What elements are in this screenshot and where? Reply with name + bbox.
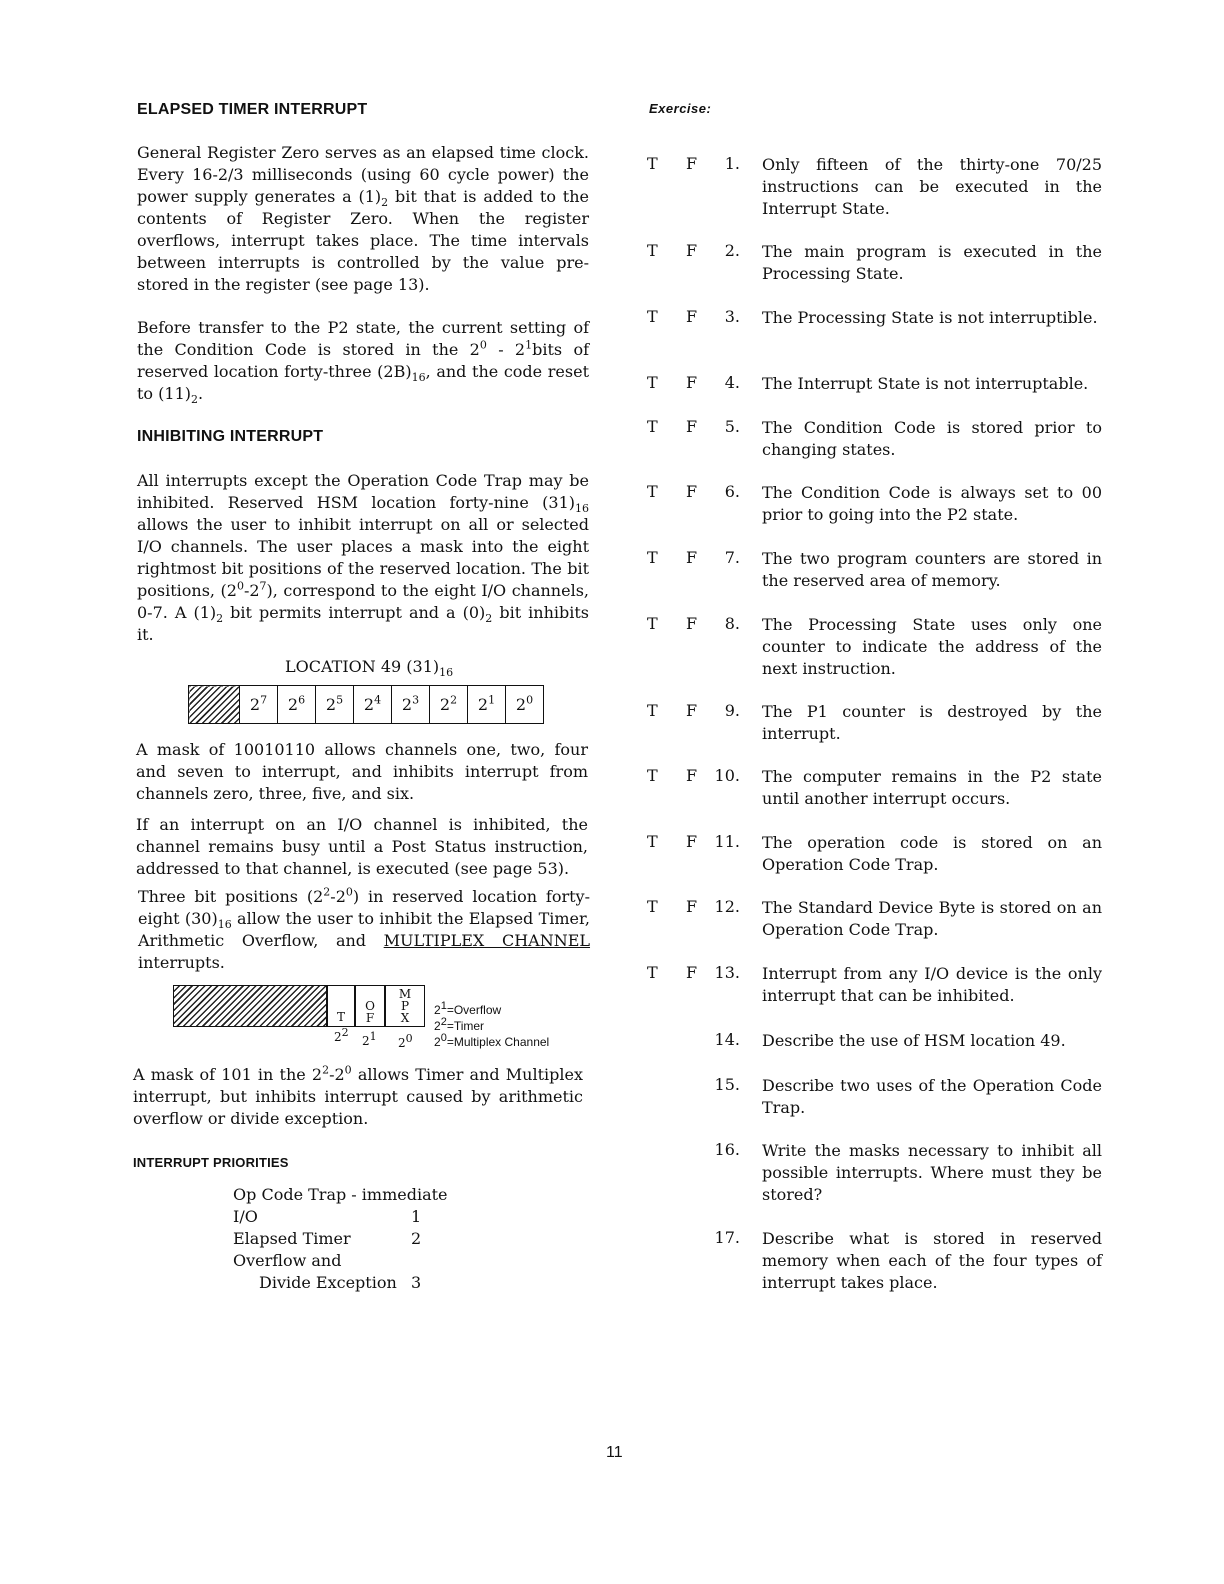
false-option[interactable]: F [686, 614, 698, 633]
interrupt-priorities-heading: INTERRUPT PRIORITIES [133, 1155, 289, 1170]
priority-row: Overflow and [233, 1251, 342, 1270]
bit-cell: $2^2$ [430, 686, 468, 724]
mask-cell-multiplex: M P X [385, 985, 425, 1027]
bit-label: $2^2$ [334, 1026, 349, 1044]
true-option[interactable]: T [647, 307, 658, 326]
false-option[interactable]: F [686, 832, 698, 851]
priority-row: Elapsed Timer 2 [233, 1229, 422, 1248]
false-option[interactable]: F [686, 701, 698, 720]
true-option[interactable]: T [647, 482, 658, 501]
bit-cell: $2^6$ [278, 686, 316, 724]
question-text: Describe two uses of the Operation Code Trap. [762, 1076, 1102, 1117]
mask-cell-overflow: O F [355, 985, 385, 1027]
false-option[interactable]: F [686, 548, 698, 567]
true-option[interactable]: T [647, 154, 658, 173]
true-option[interactable]: T [647, 963, 658, 982]
question-number: 8. [724, 614, 740, 633]
question-number: 14. [714, 1030, 740, 1049]
question-text: Write the masks necessary to inhibit all possible interrupts. Where must they be stored? [762, 1141, 1102, 1204]
false-option[interactable]: F [686, 766, 698, 785]
question-text: Interrupt from any I/O device is the only interrupt that can be inhibited. [762, 964, 1102, 1005]
priority-row: Op Code Trap - immediate [233, 1185, 448, 1204]
question-number: 16. [714, 1140, 740, 1159]
bit-cell: $2^5$ [316, 686, 354, 724]
bit-cell: $2^7$ [240, 686, 278, 724]
false-option[interactable]: F [686, 154, 698, 173]
inhibit-paragraph-2: A mask of 10010110 allows channels one, two, four and seven to interrupt, and inhibits interrupt from channels zero, three, five, and six. [136, 740, 588, 803]
false-option[interactable]: F [686, 241, 698, 260]
true-option[interactable]: T [647, 548, 658, 567]
priority-table [233, 1184, 448, 1294]
false-option[interactable]: F [686, 417, 698, 436]
bit-label: $2^1$ [362, 1030, 377, 1048]
bit-cell: $2^4$ [354, 686, 392, 724]
bit-label: $2^0$ [398, 1032, 413, 1050]
elapsed-paragraph-2: Before transfer to the P2 state, the current setting of the Condition Code is stored in the $2^0$ - $2^1bits$ of reserved location forty-three $(2B)_{16}$, and the code reset to $(11)_2$. [137, 318, 590, 407]
elapsed-timer-heading: ELAPSED TIMER INTERRUPT [137, 101, 368, 118]
priority-row: Divide Exception 3 [259, 1273, 422, 1292]
question-number: 9. [724, 701, 740, 720]
mask-cell-timer: T [327, 985, 355, 1027]
bit-cell: $2^3$ [392, 686, 430, 724]
false-option[interactable]: F [686, 963, 698, 982]
question-number: 12. [714, 897, 740, 916]
legend-item: $2^0=Multiplex$ Channel [434, 1032, 550, 1049]
true-option[interactable]: T [647, 417, 658, 436]
inhibit-paragraph-1: All interrupts except the Operation Code Trap may be inhibited. Reserved HSM location forty-nine $(31)_{16}$ allows the user to inhibit interrupt on all or selected I/O channels. The user places a mask into the eight rightmost bit positions of the reserved location. The bit positions, $(2^0-2^7)$, correspond to the eight I/O channels, 0-7. A $(1)_2$ bit permits interrupt and a $(0)_2$ bit inhibits it. [137, 471, 589, 644]
true-option[interactable]: T [647, 832, 658, 851]
question-number: 10. [714, 766, 740, 785]
inhibit-paragraph-4: Three bit positions $(2^2-2^0)$ in reserved location forty-eight $(30)_{16}$ allow the user to inhibit the Elapsed Timer, Arithmetic Overflow, and MULTIPLEX CHANNEL interrupts. [138, 885, 591, 972]
question-text: The computer remains in the P2 state until another interrupt occurs. [762, 767, 1102, 808]
true-option[interactable]: T [647, 373, 658, 392]
question-text: The main program is executed in the Processing State. [762, 242, 1102, 283]
question-number: 11. [714, 832, 740, 851]
question-number: 5. [724, 417, 740, 436]
question-text: Only fifteen of the thirty-one 70/25 instructions can be executed in the Interrupt State. [762, 155, 1102, 218]
inhibit-paragraph-3: If an interrupt on an I/O channel is inhibited, the channel remains busy until a Post Status instruction, addressed to that channel, is executed (see page 53). [136, 815, 588, 878]
true-option[interactable]: T [647, 897, 658, 916]
question-number: 4. [724, 373, 740, 392]
question-text: Describe the use of HSM location 49. [762, 1031, 1066, 1050]
true-option[interactable]: T [647, 614, 658, 633]
location-49-register [188, 685, 544, 724]
question-text: The operation code is stored on an Operation Code Trap. [762, 833, 1102, 874]
priority-row: I/O 1 [233, 1207, 422, 1226]
page-number: 11 [606, 1444, 623, 1461]
question-text: The Condition Code is stored prior to changing states. [762, 418, 1102, 459]
location-48-hatched-bits [173, 985, 327, 1027]
question-text: The Processing State uses only one counter to indicate the address of the next instruction. [762, 615, 1102, 678]
false-option[interactable]: F [686, 897, 698, 916]
inhibit-paragraph-5: A mask of 101 in the $2^2-2^0$ allows Timer and Multiplex interrupt, but inhibits interrupt caused by arithmetic overflow or divide exception. [133, 1063, 583, 1128]
question-number: 15. [714, 1075, 740, 1094]
mask-legend [434, 1002, 549, 1050]
location-49-label: LOCATION 49 $(31)_{16}$ [285, 657, 454, 680]
elapsed-paragraph-1: General Register Zero serves as an elapsed time clock. Every 16-2/3 milliseconds (using 60 cycle power) the power supply generates a $(1)_2$ bit that is added to the contents of Register Zero. When the register overflows, interrupt takes place. The time intervals between interrupts is controlled by the value pre-stored in the register (see page 13). [137, 143, 589, 294]
unused-hatched-bits [189, 686, 240, 724]
inhibiting-interrupt-heading: INHIBITING INTERRUPT [137, 428, 324, 445]
true-option[interactable]: T [647, 701, 658, 720]
question-text: The P1 counter is destroyed by the interrupt. [762, 702, 1102, 743]
question-number: 1. [724, 154, 740, 173]
false-option[interactable]: F [686, 307, 698, 326]
bit-cell: $2^0$ [506, 686, 544, 724]
exercise-heading: Exercise: [649, 101, 712, 116]
question-number: 17. [714, 1228, 740, 1247]
question-text: The Processing State is not interruptible. [762, 308, 1098, 327]
legend-item: $2^2=Timer$ [434, 1016, 485, 1033]
true-option[interactable]: T [647, 241, 658, 260]
true-option[interactable]: T [647, 766, 658, 785]
legend-item: $2^1=Overflow$ [434, 1000, 502, 1017]
question-text: The Interrupt State is not interruptable. [762, 374, 1089, 393]
question-number: 6. [724, 482, 740, 501]
question-number: 13. [714, 963, 740, 982]
question-number: 2. [724, 241, 740, 260]
false-option[interactable]: F [686, 482, 698, 501]
false-option[interactable]: F [686, 373, 698, 392]
question-text: The two program counters are stored in the reserved area of memory. [762, 549, 1102, 590]
question-number: 7. [724, 548, 740, 567]
question-text: The Standard Device Byte is stored on an Operation Code Trap. [762, 898, 1102, 939]
question-number: 3. [724, 307, 740, 326]
bit-cell: $2^1$ [468, 686, 506, 724]
question-text: The Condition Code is always set to 00 prior to going into the P2 state. [762, 483, 1102, 524]
question-text: Describe what is stored in reserved memory when each of the four types of interrupt takes place. [762, 1229, 1102, 1292]
